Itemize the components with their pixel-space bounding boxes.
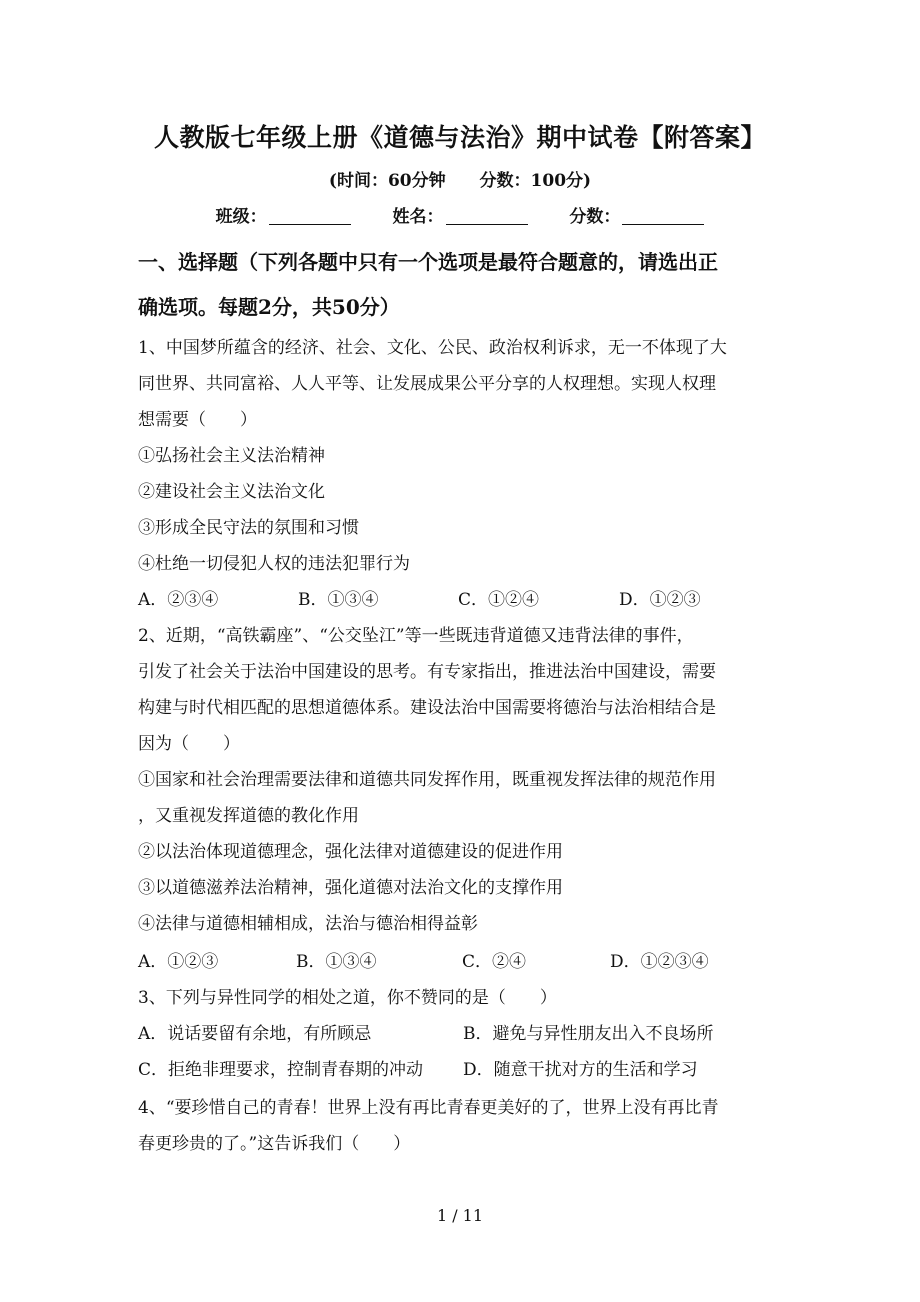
q3-option-a: A．说话要留有余地，有所顾忌 (138, 1024, 372, 1044)
q2-option-b: B．①③④ (296, 952, 377, 972)
q2-statement-1b: ，又重视发挥道德的教化作用 (138, 806, 359, 826)
class-field: 班级： (216, 202, 351, 227)
q1-option-a: A．②③④ (138, 590, 219, 610)
exam-time: (时间：60分钟 (328, 171, 446, 191)
q2-stem-line-4: 因为（ ） (138, 734, 240, 754)
q2-option-d: D．①②③④ (610, 952, 709, 972)
q2-option-a: A．①②③ (138, 952, 219, 972)
section-heading: 一、选择题（下列各题中只有一个选项是最符合题意的，请选出正 确选项。每题2分，共50分） (138, 250, 718, 319)
page-title: 人教版七年级上册《道德与法治》期中试卷【附答案】 (153, 123, 766, 152)
page-number: 1 / 11 (436, 1206, 484, 1225)
q3-option-c: C．拒绝非理要求，控制青春期的冲动 (138, 1060, 424, 1080)
q1-stem-line-2: 同世界、共同富裕、人人平等、让发展成果公平分享的人权理想。实现人权理 (138, 374, 716, 394)
exam-meta (0, 166, 920, 191)
q3-option-d: D．随意干扰对方的生活和学习 (463, 1060, 698, 1080)
q1-statement-1: ①弘扬社会主义法治精神 (138, 446, 325, 466)
q2-statement-2: ②以法治体现道德理念，强化法律对道德建设的促进作用 (138, 842, 563, 862)
q1-stem-line-1: 1、中国梦所蕴含的经济、社会、文化、公民、政治权利诉求，无一不体现了大 (138, 338, 727, 358)
q1-stem-line-3: 想需要（ ） (138, 410, 257, 430)
exam-score: 分数：100分) (479, 171, 592, 191)
q2-statement-4: ④法律与道德相辅相成，法治与德治相得益彰 (138, 914, 478, 934)
score-blank (622, 208, 704, 225)
q1-option-b: B．①③④ (298, 590, 379, 610)
q1-statement-2: ②建设社会主义法治文化 (138, 482, 325, 502)
class-blank (269, 208, 351, 225)
q2-statement-1a: ①国家和社会治理需要法律和道德共同发挥作用，既重视发挥法律的规范作用 (138, 770, 716, 790)
q2-stem-line-2: 引发了社会关于法治中国建设的思考。有专家指出，推进法治中国建设，需要 (138, 662, 716, 682)
q3-stem: 3、下列与异性同学的相处之道，你不赞同的是（ ） (138, 988, 557, 1008)
name-blank (446, 208, 528, 225)
q2-stem-line-3: 构建与时代相匹配的思想道德体系。建设法治中国需要将德治与法治相结合是 (138, 698, 716, 718)
score-field: 分数： (569, 202, 704, 227)
q1-statement-4: ④杜绝一切侵犯人权的违法犯罪行为 (138, 554, 410, 574)
q4-stem-line-2: 春更珍贵的了。”这告诉我们（ ） (138, 1134, 411, 1154)
q2-option-c: C．②④ (462, 952, 527, 972)
q3-option-b: B．避免与异性朋友出入不良场所 (463, 1024, 714, 1044)
q2-stem-line-1: 2、近期，“高铁霸座”、“公交坠江”等一些既违背道德又违背法律的事件， (138, 626, 694, 646)
q1-statement-3: ③形成全民守法的氛围和习惯 (138, 518, 359, 538)
q1-option-c: C．①②④ (458, 590, 540, 610)
q2-statement-3: ③以道德滋养法治精神，强化道德对法治文化的支撑作用 (138, 878, 563, 898)
name-field: 姓名： (393, 202, 528, 227)
q1-option-d: D．①②③ (619, 590, 701, 610)
q4-stem-line-1: 4、“要珍惜自己的青春！世界上没有再比青春更美好的了，世界上没有再比青 (138, 1098, 719, 1118)
student-fields (0, 202, 920, 227)
